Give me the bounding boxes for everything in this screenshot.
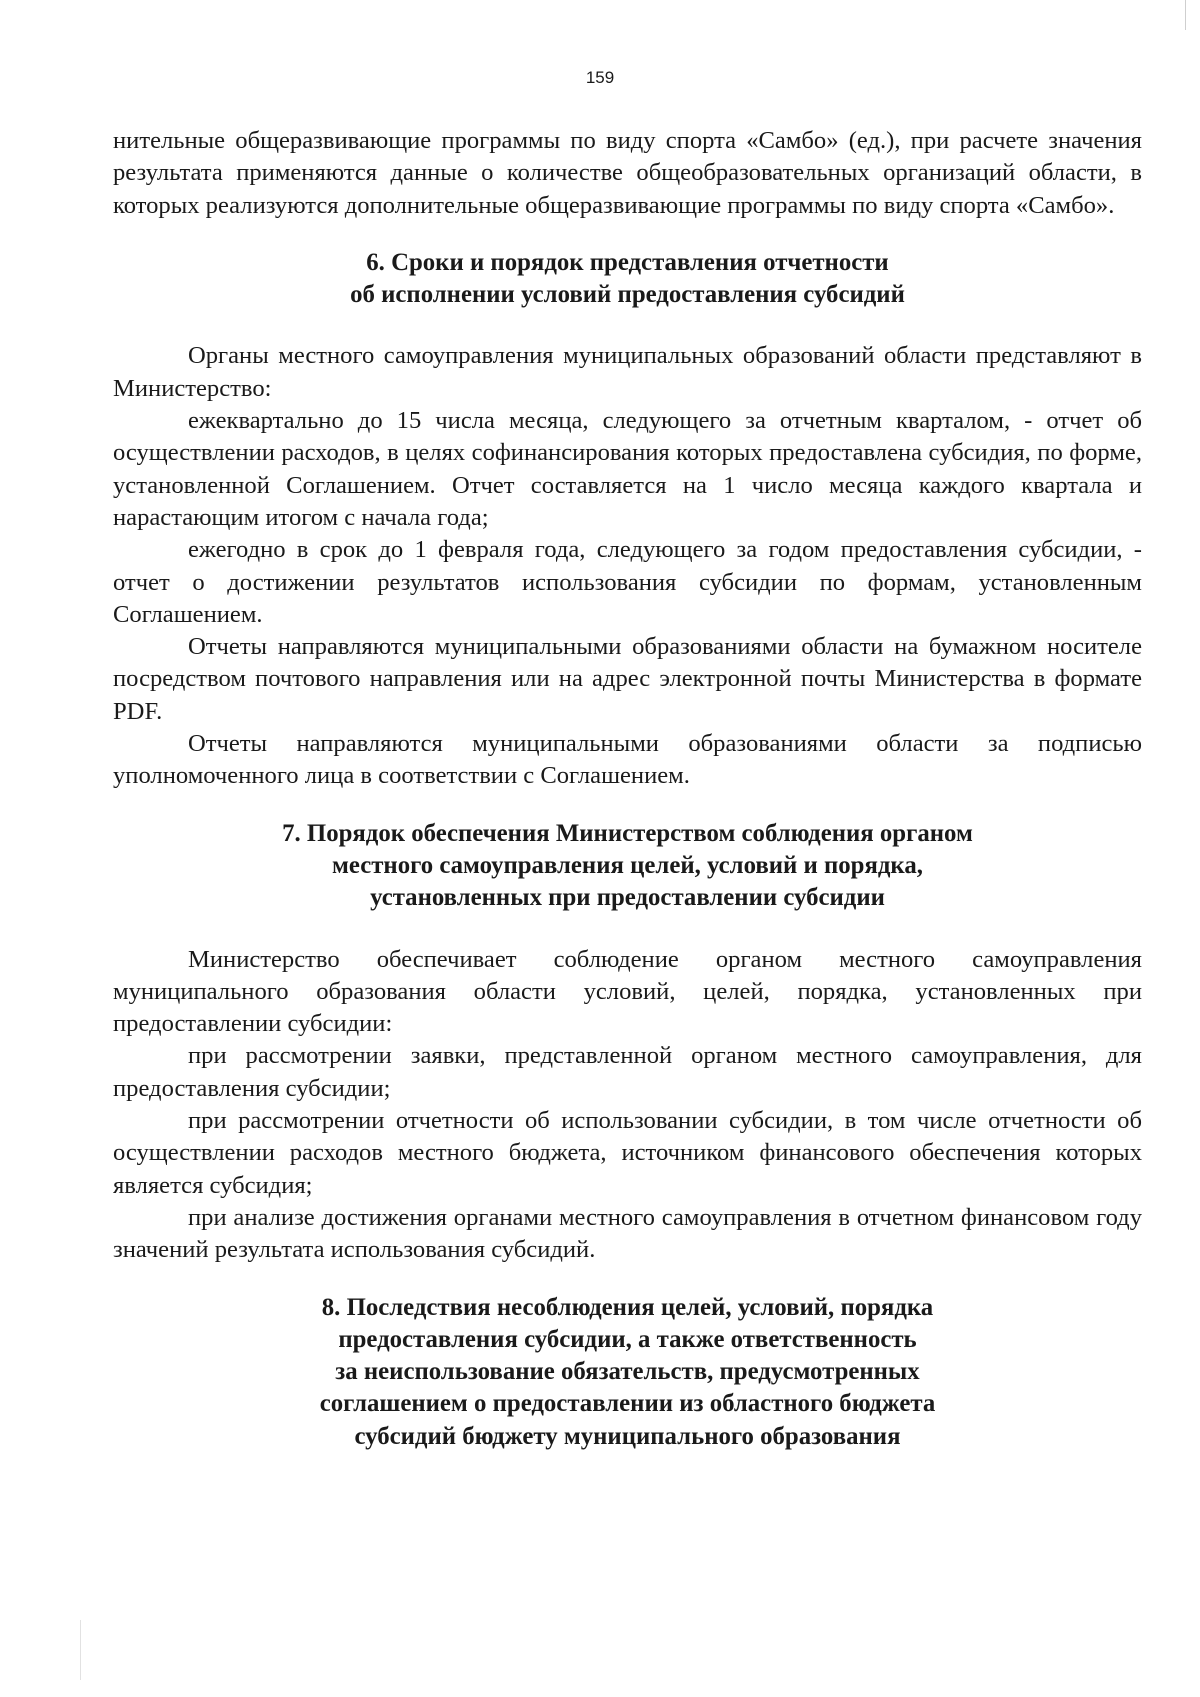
document-body [113,125,1142,1453]
section-7-heading [113,818,1142,915]
section-6-paragraph-2: ежеквартально до 15 числа месяца, следующего за отчетным кварталом, - отчет об осуществлении расходов, в целях софинансирования которых предоставлена субсидия, по форме, установленной Соглашением. Отчет составляется на 1 число месяца каждого квартала и нарастающим итогом с начала года; [113,407,1142,531]
scan-edge-mark-top-right [1185,0,1186,30]
page-number: 159 [585,68,615,87]
section-7-heading-line-2: местного самоуправления целей, условий и порядка, [332,851,923,879]
section-8-heading [113,1292,1142,1453]
spacer [113,311,1142,340]
section-6-heading-line-1: 6. Сроки и порядок представления отчетности [366,248,889,276]
section-8-heading-line-3: за неиспользование обязательств, предусмотренных [335,1358,920,1386]
section-7-heading-line-1: 7. Порядок обеспечения Министерством соблюдения органом [282,819,973,847]
spacer [113,915,1142,944]
section-7-paragraph-2: при рассмотрении заявки, представленной органом местного самоуправления, для предоставления субсидии; [113,1042,1142,1102]
section-6-paragraph-1: Органы местного самоуправления муниципальных образований области представляют в Министерство: [113,342,1142,402]
intro-paragraph: нительные общеразвивающие программы по виду спорта «Самбо» (ед.), при расчете значения результата применяются данные о количестве общеобразовательных организаций области, в которых реализуются дополнительные общеразвивающие программы по виду спорта «Самбо». [113,127,1142,219]
section-6-heading-line-2: об исполнении условий предоставления субсидий [350,281,905,309]
section-8-heading-line-4: соглашением о предоставлении из областного бюджета [319,1390,936,1418]
section-8-heading-line-5: субсидий бюджету муниципального образования [354,1422,901,1450]
scan-edge-mark-bottom-left [80,1620,81,1680]
spacer [113,1267,1142,1292]
spacer [113,222,1142,247]
section-6-paragraph-3: ежегодно в срок до 1 февраля года, следующего за годом предоставления субсидии, - отчет о достижении результатов использования субсидии по формам, установленным Соглашением. [113,536,1142,628]
spacer [113,793,1142,818]
section-7-heading-line-3: установленных при предоставлении субсидии [370,884,885,912]
section-7-paragraph-1: Министерство обеспечивает соблюдение органом местного самоуправления муниципального образования области условий, целей, порядка, установленных при предоставлении субсидии: [113,945,1142,1038]
section-6-paragraph-5: Отчеты направляются муниципальными образованиями области за подписью уполномоченного лица в соответствии с Соглашением. [113,730,1142,790]
section-8-heading-line-2: предоставления субсидии, а также ответственность [338,1325,917,1353]
section-7-paragraph-4: при анализе достижения органами местного самоуправления в отчетном финансовом году значений результата использования субсидий. [113,1203,1142,1264]
section-8-heading-line-1: 8. Последствия несоблюдения целей, условий, порядка [321,1293,934,1321]
section-7-paragraph-3: при рассмотрении отчетности об использовании субсидии, в том числе отчетности об осуществлении расходов местного бюджета, источником финансового обеспечения которых является субсидия; [113,1107,1142,1199]
section-6-paragraph-4: Отчеты направляются муниципальными образованиями области на бумажном носителе посредством почтового направления или на адрес электронной почты Министерства в формате PDF. [113,633,1142,725]
section-6-heading [113,247,1142,312]
